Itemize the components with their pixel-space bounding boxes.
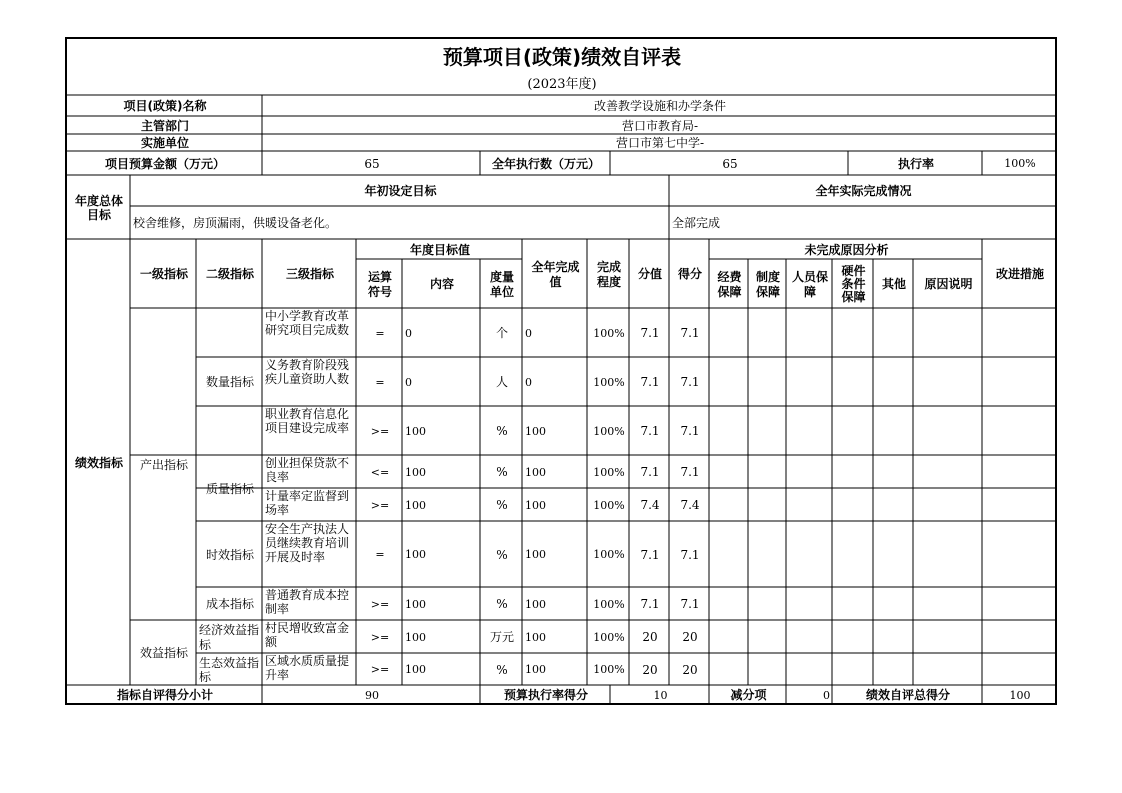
score-header: 得分 bbox=[677, 267, 702, 282]
operator: >= bbox=[370, 630, 390, 644]
operator: <= bbox=[370, 465, 390, 479]
score-weight: 20 bbox=[642, 662, 658, 677]
completed-value: 100 bbox=[525, 424, 546, 438]
operator: >= bbox=[370, 424, 390, 438]
score: 20 bbox=[682, 630, 698, 645]
execution-amount-value: 65 bbox=[722, 156, 738, 171]
unit-header: 度量单位 bbox=[489, 270, 514, 299]
reason-description-header: 原因说明 bbox=[924, 277, 973, 292]
score-weight: 20 bbox=[642, 630, 658, 645]
unit: % bbox=[496, 662, 508, 677]
completion-degree: 100% bbox=[593, 597, 625, 611]
implementing-unit-value: 营口市第七中学- bbox=[615, 136, 705, 151]
completed-value: 100 bbox=[525, 630, 546, 644]
actual-completion-text: 全部完成 bbox=[672, 216, 721, 231]
score-weight: 7.1 bbox=[640, 597, 660, 612]
unit: % bbox=[496, 597, 508, 612]
department-value: 营口市教育局- bbox=[621, 118, 699, 133]
indicator-name: 计量率定监督到场率 bbox=[265, 489, 350, 517]
target-content: 0 bbox=[405, 326, 412, 340]
score: 7.1 bbox=[680, 597, 700, 612]
operator: >= bbox=[370, 663, 390, 677]
completed-value: 0 bbox=[525, 375, 532, 389]
operator-header: 运算符号 bbox=[367, 270, 392, 299]
quality-indicator-label: 质量指标 bbox=[205, 481, 254, 496]
implementing-unit-label: 实施单位 bbox=[140, 136, 189, 151]
target-content: 100 bbox=[405, 663, 426, 677]
completion-degree: 100% bbox=[593, 424, 625, 438]
operator: >= bbox=[370, 498, 390, 512]
budget-score-label: 预算执行率得分 bbox=[503, 688, 588, 703]
quantity-indicator-label: 数量指标 bbox=[205, 375, 254, 390]
completed-value: 100 bbox=[525, 465, 546, 479]
execution-amount-label: 全年执行数（万元） bbox=[491, 156, 600, 171]
completion-degree: 100% bbox=[593, 663, 625, 677]
performance-indicator-label: 绩效指标 bbox=[74, 455, 123, 470]
score-weight: 7.1 bbox=[640, 424, 660, 439]
indicator-name: 普通教育成本控制率 bbox=[265, 588, 350, 616]
subtotal-label: 指标自评得分小计 bbox=[116, 688, 213, 703]
completion-degree: 100% bbox=[593, 326, 625, 340]
annual-goal-label: 年度总体目标 bbox=[74, 193, 123, 222]
score: 20 bbox=[682, 662, 698, 677]
score-weight: 7.1 bbox=[640, 465, 660, 480]
score-weight: 7.1 bbox=[640, 547, 660, 562]
completion-degree: 100% bbox=[593, 498, 625, 512]
completion-degree: 100% bbox=[593, 548, 625, 562]
deduction-label: 减分项 bbox=[730, 688, 767, 703]
system-guarantee-header: 制度保障 bbox=[755, 270, 780, 299]
initial-goal-header: 年初设定目标 bbox=[364, 184, 437, 199]
budget-score-value: 10 bbox=[653, 688, 668, 702]
indicator-name: 村民增收致富金额 bbox=[265, 621, 350, 649]
completion-degree-header: 完成程度 bbox=[596, 260, 621, 289]
economic-benefit-label: 经济效益指标 bbox=[199, 623, 260, 652]
total-score-label: 绩效自评总得分 bbox=[865, 688, 950, 703]
score: 7.1 bbox=[680, 465, 700, 480]
page-title: 预算项目(政策)绩效自评表 bbox=[442, 45, 682, 69]
incomplete-reason-header: 未完成原因分析 bbox=[804, 242, 889, 257]
hardware-guarantee-header: 硬件条件保障 bbox=[841, 263, 866, 305]
indicator-name: 安全生产执法人员继续教育培训开展及时率 bbox=[265, 522, 350, 564]
self-evaluation-sheet bbox=[65, 37, 1057, 705]
score: 7.4 bbox=[680, 498, 700, 513]
target-content: 100 bbox=[405, 424, 426, 438]
indicator-name: 中小学教育改革研究项目完成数 bbox=[265, 309, 350, 337]
other-header: 其他 bbox=[881, 277, 906, 292]
actual-completion-header: 全年实际完成情况 bbox=[815, 184, 912, 199]
total-score-value: 100 bbox=[1009, 688, 1031, 702]
operator: = bbox=[375, 326, 385, 340]
score-weight: 7.1 bbox=[640, 375, 660, 390]
indicator-name: 区域水质质量提升率 bbox=[265, 654, 350, 682]
completed-value: 0 bbox=[525, 326, 532, 340]
content-header: 内容 bbox=[429, 277, 454, 292]
operator: = bbox=[375, 375, 385, 389]
completion-degree: 100% bbox=[593, 630, 625, 644]
indicator-name: 职业教育信息化项目建设完成率 bbox=[265, 407, 350, 435]
funding-guarantee-header: 经费保障 bbox=[717, 270, 742, 299]
execution-rate-label: 执行率 bbox=[897, 156, 934, 171]
target-content: 100 bbox=[405, 465, 426, 479]
score-weight: 7.1 bbox=[640, 326, 660, 341]
score: 7.1 bbox=[680, 326, 700, 341]
project-name-value: 改善教学设施和办学条件 bbox=[593, 99, 726, 114]
level2-header: 二级指标 bbox=[205, 267, 254, 282]
level1-header: 一级指标 bbox=[139, 267, 188, 282]
score: 7.1 bbox=[680, 375, 700, 390]
operator: = bbox=[375, 548, 385, 562]
execution-rate-value: 100% bbox=[1004, 157, 1036, 171]
report-year: (2023年度) bbox=[527, 77, 597, 93]
target-content: 100 bbox=[405, 498, 426, 512]
budget-amount-value: 65 bbox=[364, 156, 380, 171]
ecological-benefit-label: 生态效益指标 bbox=[199, 655, 260, 684]
completed-value: 100 bbox=[525, 597, 546, 611]
personnel-guarantee-header: 人员保障 bbox=[791, 270, 828, 299]
target-content: 100 bbox=[405, 597, 426, 611]
completion-degree: 100% bbox=[593, 375, 625, 389]
unit: 万元 bbox=[489, 630, 514, 645]
improvement-measures-header: 改进措施 bbox=[995, 267, 1044, 282]
unit: % bbox=[496, 547, 508, 562]
target-content: 0 bbox=[405, 375, 412, 389]
unit: % bbox=[496, 465, 508, 480]
project-name-label: 项目(政策)名称 bbox=[123, 99, 207, 114]
unit: 人 bbox=[495, 375, 508, 390]
target-content: 100 bbox=[405, 548, 426, 562]
budget-amount-label: 项目预算金额（万元） bbox=[104, 156, 225, 171]
benefit-indicator-label: 效益指标 bbox=[139, 646, 188, 661]
subtotal-value: 90 bbox=[365, 688, 379, 702]
score: 7.1 bbox=[680, 424, 700, 439]
annual-target-header: 年度目标值 bbox=[409, 242, 470, 257]
department-label: 主管部门 bbox=[140, 118, 189, 133]
output-indicator-label: 产出指标 bbox=[139, 457, 188, 472]
completed-value: 100 bbox=[525, 663, 546, 677]
completed-value-header: 全年完成值 bbox=[531, 260, 580, 289]
unit: 个 bbox=[495, 326, 508, 341]
operator: >= bbox=[370, 597, 390, 611]
completion-degree: 100% bbox=[593, 465, 625, 479]
score: 7.1 bbox=[680, 547, 700, 562]
indicator-name: 创业担保贷款不良率 bbox=[265, 456, 350, 484]
unit: % bbox=[496, 424, 508, 439]
deduction-value: 0 bbox=[823, 688, 830, 702]
indicator-name: 义务教育阶段残疾儿童资助人数 bbox=[265, 358, 350, 386]
cost-indicator-label: 成本指标 bbox=[205, 597, 254, 612]
target-content: 100 bbox=[405, 630, 426, 644]
completed-value: 100 bbox=[525, 498, 546, 512]
score-weight: 7.4 bbox=[640, 498, 660, 513]
unit: % bbox=[496, 498, 508, 513]
score-value-header: 分值 bbox=[637, 267, 662, 282]
completed-value: 100 bbox=[525, 548, 546, 562]
initial-goal-text: 校舍维修，房顶漏雨，供暖设备老化。 bbox=[133, 216, 338, 231]
level3-header: 三级指标 bbox=[285, 267, 334, 282]
timeliness-indicator-label: 时效指标 bbox=[205, 547, 254, 562]
